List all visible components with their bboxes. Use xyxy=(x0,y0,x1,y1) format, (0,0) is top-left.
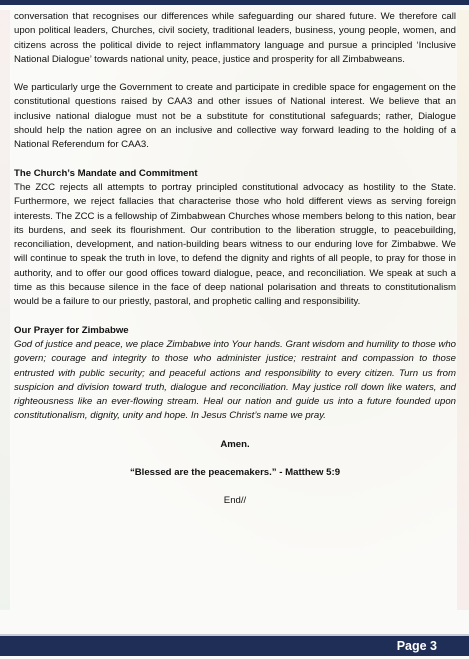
top-border xyxy=(0,0,469,5)
page-number: Page 3 xyxy=(396,639,437,653)
paragraph-prayer: God of justice and peace, we place Zimbabwe into Your hands. Grant wisdom and humility to those who govern; courage and integrity to those who administer justice; restraint and compassion to those entrusted with public security; and peaceful actions and responsibility to every citizen. Turn us from suspicion and division toward truth, dialogue and reconciliation. May justice roll down like waters, and righteousness like an ever-flowing stream. Heal our nation and guide us into a future founded upon constitutionalism, dignity, unity and hope. In Jesus Christ’s name we pray. xyxy=(14,338,456,422)
section-heading-prayer: Our Prayer for Zimbabwe xyxy=(14,324,129,336)
paragraph-mandate: The ZCC rejects all attempts to portray principled constitutional advocacy as hostility to the State. Furthermore, we reject fallacies that characterise those who hold different views as serving foreign interests. The ZCC is a fellowship of Zimbabwean Churches whose members belong to this nation, bear its burdens, and seek its flourishment. Our contribution to the liberation struggle, to peacebuilding, reconciliation, development, and nation-building bears witness to our enduring love for Zimbabwe. We will continue to speak the truth in love, to defend the dignity and rights of all people, to pray for those in authority, and to offer our good offices toward dialogue, peace, and reconciliation. We speak at such a time as this because silence in the face of deep national polarisation and threats to constitutionalism would be a failure to our priestly, pastoral, and prophetic calling and responsibility. xyxy=(14,181,456,308)
amen-line: Amen. xyxy=(220,438,250,450)
background-flag-right xyxy=(457,10,469,610)
background-flag-left xyxy=(0,10,10,610)
paragraph-government-urge: We particularly urge the Government to create and participate in credible space for engagement on the constitutional questions raised by CAA3 and other issues of National interest. We believe that an inclusive national dialogue must not be a substitute for constitutional safeguards; rather, Dialogue should help the nation agree on an inclusive and collective way forward leading to the holding of a National Referendum for CAA3. xyxy=(14,82,456,151)
section-heading-mandate: The Church’s Mandate and Commitment xyxy=(14,167,198,179)
paragraph-dialogue-call: conversation that recognises our differences while safeguarding our shared future. We therefore call upon political leaders, Churches, civil society, traditional leaders, business, young people, women, and citizens across the political divide to reject inflammatory language and pursue a principled ‘Inclusive National Dialogue’ towards national unity, peace, justice and prosperity for all Zimbabweans. xyxy=(14,11,456,65)
end-marker: End// xyxy=(223,495,247,507)
document-body xyxy=(14,10,456,509)
scripture-quote: “Blessed are the peacemakers.” - Matthew 5:9 xyxy=(129,467,341,479)
